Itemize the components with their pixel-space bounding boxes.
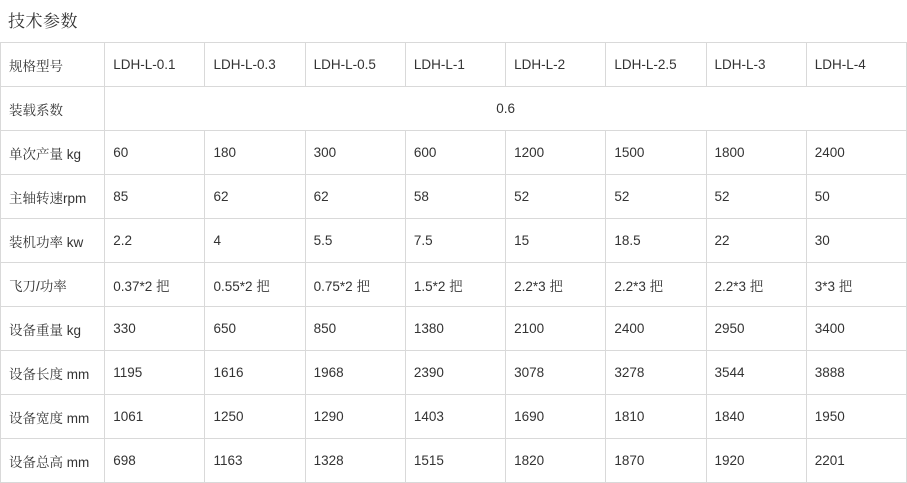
row-cell: 2100 xyxy=(506,307,606,351)
row-cell: 1616 xyxy=(205,351,305,395)
table-row xyxy=(1,175,907,219)
table-row xyxy=(1,439,907,483)
row-cell: 2201 xyxy=(806,439,906,483)
row-cell: 7.5 xyxy=(405,219,505,263)
table-row xyxy=(1,395,907,439)
row-cell: 85 xyxy=(105,175,205,219)
table-header-model: LDH-L-2.5 xyxy=(606,43,706,87)
row-cell: 850 xyxy=(305,307,405,351)
table-row xyxy=(1,219,907,263)
row-cell: 600 xyxy=(405,131,505,175)
row-cell: 52 xyxy=(506,175,606,219)
row-cell: 30 xyxy=(806,219,906,263)
row-cell: 1403 xyxy=(405,395,505,439)
row-cell: 3*3 把 xyxy=(806,263,906,307)
table-header-model: LDH-L-0.3 xyxy=(205,43,305,87)
row-cell: 1515 xyxy=(405,439,505,483)
row-cell: 5.5 xyxy=(305,219,405,263)
row-cell: 1163 xyxy=(205,439,305,483)
table-header-model: LDH-L-1 xyxy=(405,43,505,87)
row-cell: 1380 xyxy=(405,307,505,351)
table-header-model: LDH-L-4 xyxy=(806,43,906,87)
row-label: 单次产量 kg xyxy=(1,131,105,175)
row-cell: 1195 xyxy=(105,351,205,395)
row-merged-value: 0.6 xyxy=(105,87,907,131)
row-cell: 1690 xyxy=(506,395,606,439)
row-cell: 50 xyxy=(806,175,906,219)
technical-specification-table xyxy=(0,42,907,483)
row-cell: 2400 xyxy=(606,307,706,351)
row-cell: 2.2*3 把 xyxy=(506,263,606,307)
row-cell: 1820 xyxy=(506,439,606,483)
row-cell: 1500 xyxy=(606,131,706,175)
row-cell: 2390 xyxy=(405,351,505,395)
row-cell: 1.5*2 把 xyxy=(405,263,505,307)
row-cell: 3278 xyxy=(606,351,706,395)
row-cell: 2950 xyxy=(706,307,806,351)
row-cell: 52 xyxy=(706,175,806,219)
row-label: 装载系数 xyxy=(1,87,105,131)
table-row xyxy=(1,307,907,351)
row-cell: 1950 xyxy=(806,395,906,439)
table-header-label: 规格型号 xyxy=(1,43,105,87)
row-cell: 1920 xyxy=(706,439,806,483)
row-cell: 3544 xyxy=(706,351,806,395)
row-label: 设备长度 mm xyxy=(1,351,105,395)
row-cell: 1250 xyxy=(205,395,305,439)
row-label: 设备重量 kg xyxy=(1,307,105,351)
row-cell: 330 xyxy=(105,307,205,351)
row-cell: 2.2 xyxy=(105,219,205,263)
row-cell: 3888 xyxy=(806,351,906,395)
row-cell: 1840 xyxy=(706,395,806,439)
row-cell: 18.5 xyxy=(606,219,706,263)
row-cell: 52 xyxy=(606,175,706,219)
row-cell: 4 xyxy=(205,219,305,263)
table-header-model: LDH-L-0.5 xyxy=(305,43,405,87)
row-cell: 62 xyxy=(205,175,305,219)
row-cell: 3400 xyxy=(806,307,906,351)
row-cell: 1061 xyxy=(105,395,205,439)
row-cell: 300 xyxy=(305,131,405,175)
row-cell: 0.55*2 把 xyxy=(205,263,305,307)
table-body xyxy=(1,43,907,483)
page-title: 技术参数 xyxy=(8,12,78,31)
row-cell: 180 xyxy=(205,131,305,175)
row-cell: 650 xyxy=(205,307,305,351)
row-cell: 2400 xyxy=(806,131,906,175)
table-row xyxy=(1,87,907,131)
row-cell: 2.2*3 把 xyxy=(606,263,706,307)
table-header-model: LDH-L-2 xyxy=(506,43,606,87)
row-cell: 15 xyxy=(506,219,606,263)
row-cell: 0.75*2 把 xyxy=(305,263,405,307)
row-cell: 0.37*2 把 xyxy=(105,263,205,307)
table-header-row xyxy=(1,43,907,87)
row-cell: 2.2*3 把 xyxy=(706,263,806,307)
row-label: 飞刀/功率 xyxy=(1,263,105,307)
table-row xyxy=(1,263,907,307)
row-cell: 1290 xyxy=(305,395,405,439)
row-cell: 1200 xyxy=(506,131,606,175)
row-cell: 1870 xyxy=(606,439,706,483)
row-cell: 1800 xyxy=(706,131,806,175)
row-cell: 698 xyxy=(105,439,205,483)
table-header-model: LDH-L-3 xyxy=(706,43,806,87)
row-label: 主轴转速rpm xyxy=(1,175,105,219)
row-cell: 1810 xyxy=(606,395,706,439)
row-cell: 1968 xyxy=(305,351,405,395)
row-label: 设备宽度 mm xyxy=(1,395,105,439)
table-row xyxy=(1,131,907,175)
row-cell: 1328 xyxy=(305,439,405,483)
row-cell: 60 xyxy=(105,131,205,175)
table-header-model: LDH-L-0.1 xyxy=(105,43,205,87)
row-cell: 58 xyxy=(405,175,505,219)
row-cell: 3078 xyxy=(506,351,606,395)
table-row xyxy=(1,351,907,395)
row-cell: 62 xyxy=(305,175,405,219)
row-label: 装机功率 kw xyxy=(1,219,105,263)
row-label: 设备总高 mm xyxy=(1,439,105,483)
row-cell: 22 xyxy=(706,219,806,263)
